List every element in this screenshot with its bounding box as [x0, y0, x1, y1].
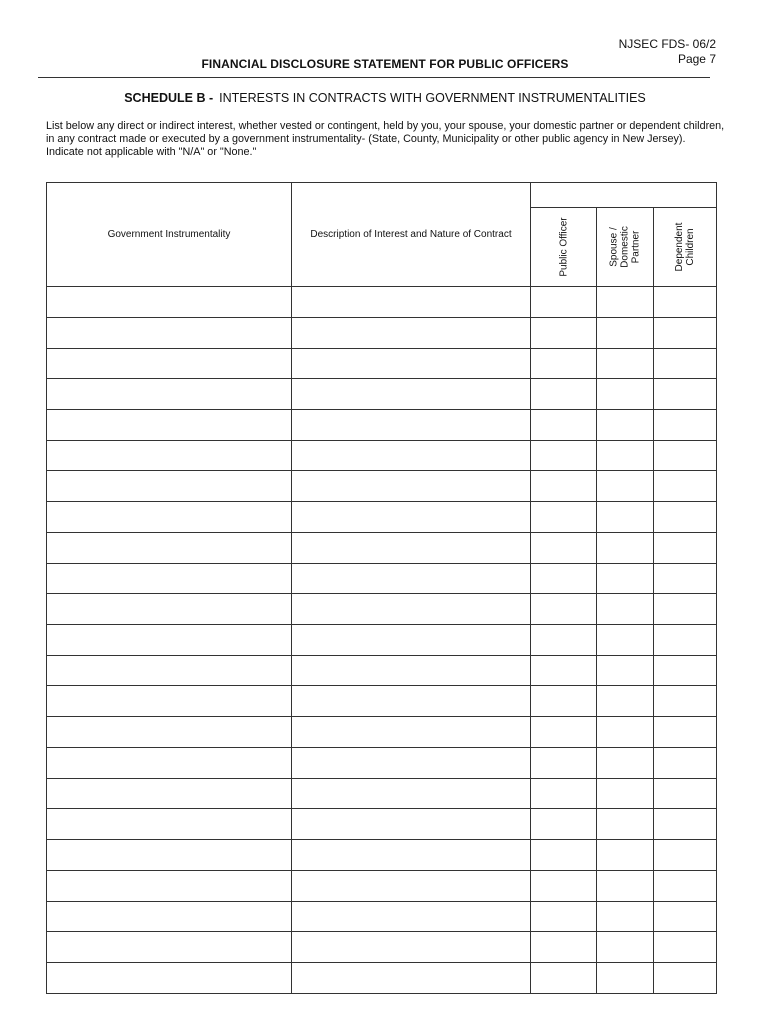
- cell-spouse[interactable]: [597, 778, 654, 809]
- cell-government[interactable]: [47, 809, 292, 840]
- cell-spouse[interactable]: [597, 747, 654, 778]
- cell-dependent[interactable]: [654, 932, 717, 963]
- column-header-public-officer: [531, 208, 597, 287]
- cell-description[interactable]: [292, 502, 531, 533]
- header-group-cell: [531, 183, 717, 208]
- cell-spouse[interactable]: [597, 932, 654, 963]
- cell-government[interactable]: [47, 348, 292, 379]
- column-header-dependent: [654, 208, 717, 287]
- cell-spouse[interactable]: [597, 471, 654, 502]
- cell-dependent[interactable]: [654, 317, 717, 348]
- cell-dependent[interactable]: [654, 471, 717, 502]
- cell-dependent[interactable]: [654, 717, 717, 748]
- table-row: [47, 440, 717, 471]
- table-row: [47, 932, 717, 963]
- cell-government[interactable]: [47, 962, 292, 993]
- cell-description[interactable]: [292, 747, 531, 778]
- cell-spouse[interactable]: [597, 532, 654, 563]
- cell-spouse[interactable]: [597, 717, 654, 748]
- cell-public-officer[interactable]: [531, 471, 597, 502]
- table-row: [47, 717, 717, 748]
- table-row: [47, 502, 717, 533]
- cell-public-officer[interactable]: [531, 410, 597, 441]
- cell-description[interactable]: [292, 686, 531, 717]
- cell-public-officer[interactable]: [531, 440, 597, 471]
- table-row: [47, 625, 717, 656]
- table-row: [47, 840, 717, 871]
- cell-public-officer[interactable]: [531, 778, 597, 809]
- cell-dependent[interactable]: [654, 348, 717, 379]
- cell-description[interactable]: [292, 778, 531, 809]
- table-row: [47, 410, 717, 441]
- table-row: [47, 317, 717, 348]
- cell-government[interactable]: [47, 870, 292, 901]
- cell-dependent[interactable]: [654, 563, 717, 594]
- cell-public-officer[interactable]: [531, 379, 597, 410]
- cell-description[interactable]: [292, 840, 531, 871]
- cell-spouse[interactable]: [597, 410, 654, 441]
- cell-public-officer[interactable]: [531, 287, 597, 318]
- table-row: [47, 778, 717, 809]
- cell-description[interactable]: [292, 809, 531, 840]
- cell-government[interactable]: [47, 625, 292, 656]
- instructions-text: List below any direct or indirect interest, whether vested or contingent, held by you, your spouse, your domestic partner or dependent children, in any contract made or executed by a government instrumentality- (State, County, Municipality or other public agency in New Jersey). Indicate not applicable with "N/A" or "None.": [46, 120, 725, 158]
- title-divider: [38, 77, 710, 78]
- cell-public-officer[interactable]: [531, 594, 597, 625]
- cell-dependent[interactable]: [654, 532, 717, 563]
- cell-government[interactable]: [47, 563, 292, 594]
- document-title: FINANCIAL DISCLOSURE STATEMENT FOR PUBLIC OFFICERS: [201, 57, 569, 71]
- cell-description[interactable]: [292, 962, 531, 993]
- cell-dependent[interactable]: [654, 502, 717, 533]
- table-row: [47, 287, 717, 318]
- cell-spouse[interactable]: [597, 317, 654, 348]
- column-header-spouse: [597, 208, 654, 287]
- cell-government[interactable]: [47, 901, 292, 932]
- cell-description[interactable]: [292, 625, 531, 656]
- cell-dependent[interactable]: [654, 870, 717, 901]
- cell-dependent[interactable]: [654, 410, 717, 441]
- cell-description[interactable]: [292, 594, 531, 625]
- form-code: NJSEC FDS- 06/2: [618, 37, 716, 51]
- cell-government[interactable]: [47, 717, 292, 748]
- cell-spouse[interactable]: [597, 686, 654, 717]
- cell-public-officer[interactable]: [531, 809, 597, 840]
- cell-dependent[interactable]: [654, 594, 717, 625]
- cell-spouse[interactable]: [597, 440, 654, 471]
- header-top-row: [47, 183, 717, 208]
- cell-government[interactable]: [47, 594, 292, 625]
- cell-public-officer[interactable]: [531, 717, 597, 748]
- cell-description[interactable]: [292, 348, 531, 379]
- cell-government[interactable]: [47, 778, 292, 809]
- column-label-spouse: Spouse / Domestic Partner: [608, 226, 642, 268]
- contracts-table: [46, 182, 717, 994]
- cell-description[interactable]: [292, 532, 531, 563]
- cell-description[interactable]: [292, 379, 531, 410]
- cell-spouse[interactable]: [597, 809, 654, 840]
- cell-public-officer[interactable]: [531, 932, 597, 963]
- cell-public-officer[interactable]: [531, 655, 597, 686]
- cell-description[interactable]: [292, 471, 531, 502]
- cell-dependent[interactable]: [654, 655, 717, 686]
- cell-dependent[interactable]: [654, 686, 717, 717]
- schedule-label: SCHEDULE B -: [124, 91, 214, 105]
- column-header-description: Description of Interest and Nature of Contract: [292, 183, 531, 287]
- cell-dependent[interactable]: [654, 962, 717, 993]
- cell-government[interactable]: [47, 440, 292, 471]
- cell-spouse[interactable]: [597, 962, 654, 993]
- cell-description[interactable]: [292, 655, 531, 686]
- cell-spouse[interactable]: [597, 655, 654, 686]
- cell-description[interactable]: [292, 440, 531, 471]
- schedule-heading: [0, 91, 770, 105]
- cell-public-officer[interactable]: [531, 563, 597, 594]
- cell-dependent[interactable]: [654, 747, 717, 778]
- table-row: [47, 594, 717, 625]
- cell-description[interactable]: [292, 901, 531, 932]
- cell-public-officer[interactable]: [531, 502, 597, 533]
- cell-description[interactable]: [292, 410, 531, 441]
- cell-government[interactable]: [47, 287, 292, 318]
- cell-dependent[interactable]: [654, 778, 717, 809]
- cell-government[interactable]: [47, 932, 292, 963]
- cell-government[interactable]: [47, 502, 292, 533]
- cell-dependent[interactable]: [654, 379, 717, 410]
- cell-government[interactable]: [47, 410, 292, 441]
- cell-spouse[interactable]: [597, 287, 654, 318]
- table-row: [47, 870, 717, 901]
- cell-dependent[interactable]: [654, 809, 717, 840]
- page-number: Page 7: [677, 52, 716, 66]
- table-row: [47, 471, 717, 502]
- cell-dependent[interactable]: [654, 625, 717, 656]
- table-row: [47, 901, 717, 932]
- table-row: [47, 532, 717, 563]
- cell-public-officer[interactable]: [531, 532, 597, 563]
- cell-dependent[interactable]: [654, 840, 717, 871]
- cell-spouse[interactable]: [597, 901, 654, 932]
- cell-government[interactable]: [47, 379, 292, 410]
- table-row: [47, 809, 717, 840]
- cell-spouse[interactable]: [597, 379, 654, 410]
- cell-government[interactable]: [47, 317, 292, 348]
- cell-government[interactable]: [47, 840, 292, 871]
- schedule-title: INTERESTS IN CONTRACTS WITH GOVERNMENT INSTRUMENTALITIES: [219, 91, 646, 105]
- cell-government[interactable]: [47, 471, 292, 502]
- cell-public-officer[interactable]: [531, 625, 597, 656]
- table-row: [47, 962, 717, 993]
- cell-description[interactable]: [292, 317, 531, 348]
- column-header-government: Government Instrumentality: [47, 183, 292, 287]
- table-row: [47, 747, 717, 778]
- cell-description[interactable]: [292, 870, 531, 901]
- cell-public-officer[interactable]: [531, 317, 597, 348]
- cell-public-officer[interactable]: [531, 348, 597, 379]
- cell-public-officer[interactable]: [531, 901, 597, 932]
- cell-dependent[interactable]: [654, 440, 717, 471]
- table-row: [47, 379, 717, 410]
- cell-government[interactable]: [47, 532, 292, 563]
- cell-description[interactable]: [292, 717, 531, 748]
- column-label-dependent: Dependent Children: [674, 222, 696, 272]
- cell-spouse[interactable]: [597, 870, 654, 901]
- cell-public-officer[interactable]: [531, 686, 597, 717]
- cell-dependent[interactable]: [654, 287, 717, 318]
- cell-spouse[interactable]: [597, 502, 654, 533]
- table-row: [47, 563, 717, 594]
- cell-public-officer[interactable]: [531, 747, 597, 778]
- cell-dependent[interactable]: [654, 901, 717, 932]
- cell-spouse[interactable]: [597, 594, 654, 625]
- cell-government[interactable]: [47, 747, 292, 778]
- cell-description[interactable]: [292, 563, 531, 594]
- cell-public-officer[interactable]: [531, 840, 597, 871]
- cell-public-officer[interactable]: [531, 870, 597, 901]
- cell-spouse[interactable]: [597, 840, 654, 871]
- column-label-public-officer: Public Officer: [558, 217, 569, 277]
- cell-spouse[interactable]: [597, 563, 654, 594]
- cell-government[interactable]: [47, 686, 292, 717]
- table-row: [47, 655, 717, 686]
- cell-spouse[interactable]: [597, 625, 654, 656]
- cell-spouse[interactable]: [597, 348, 654, 379]
- cell-description[interactable]: [292, 287, 531, 318]
- cell-public-officer[interactable]: [531, 962, 597, 993]
- table-row: [47, 348, 717, 379]
- cell-description[interactable]: [292, 932, 531, 963]
- table-row: [47, 686, 717, 717]
- cell-government[interactable]: [47, 655, 292, 686]
